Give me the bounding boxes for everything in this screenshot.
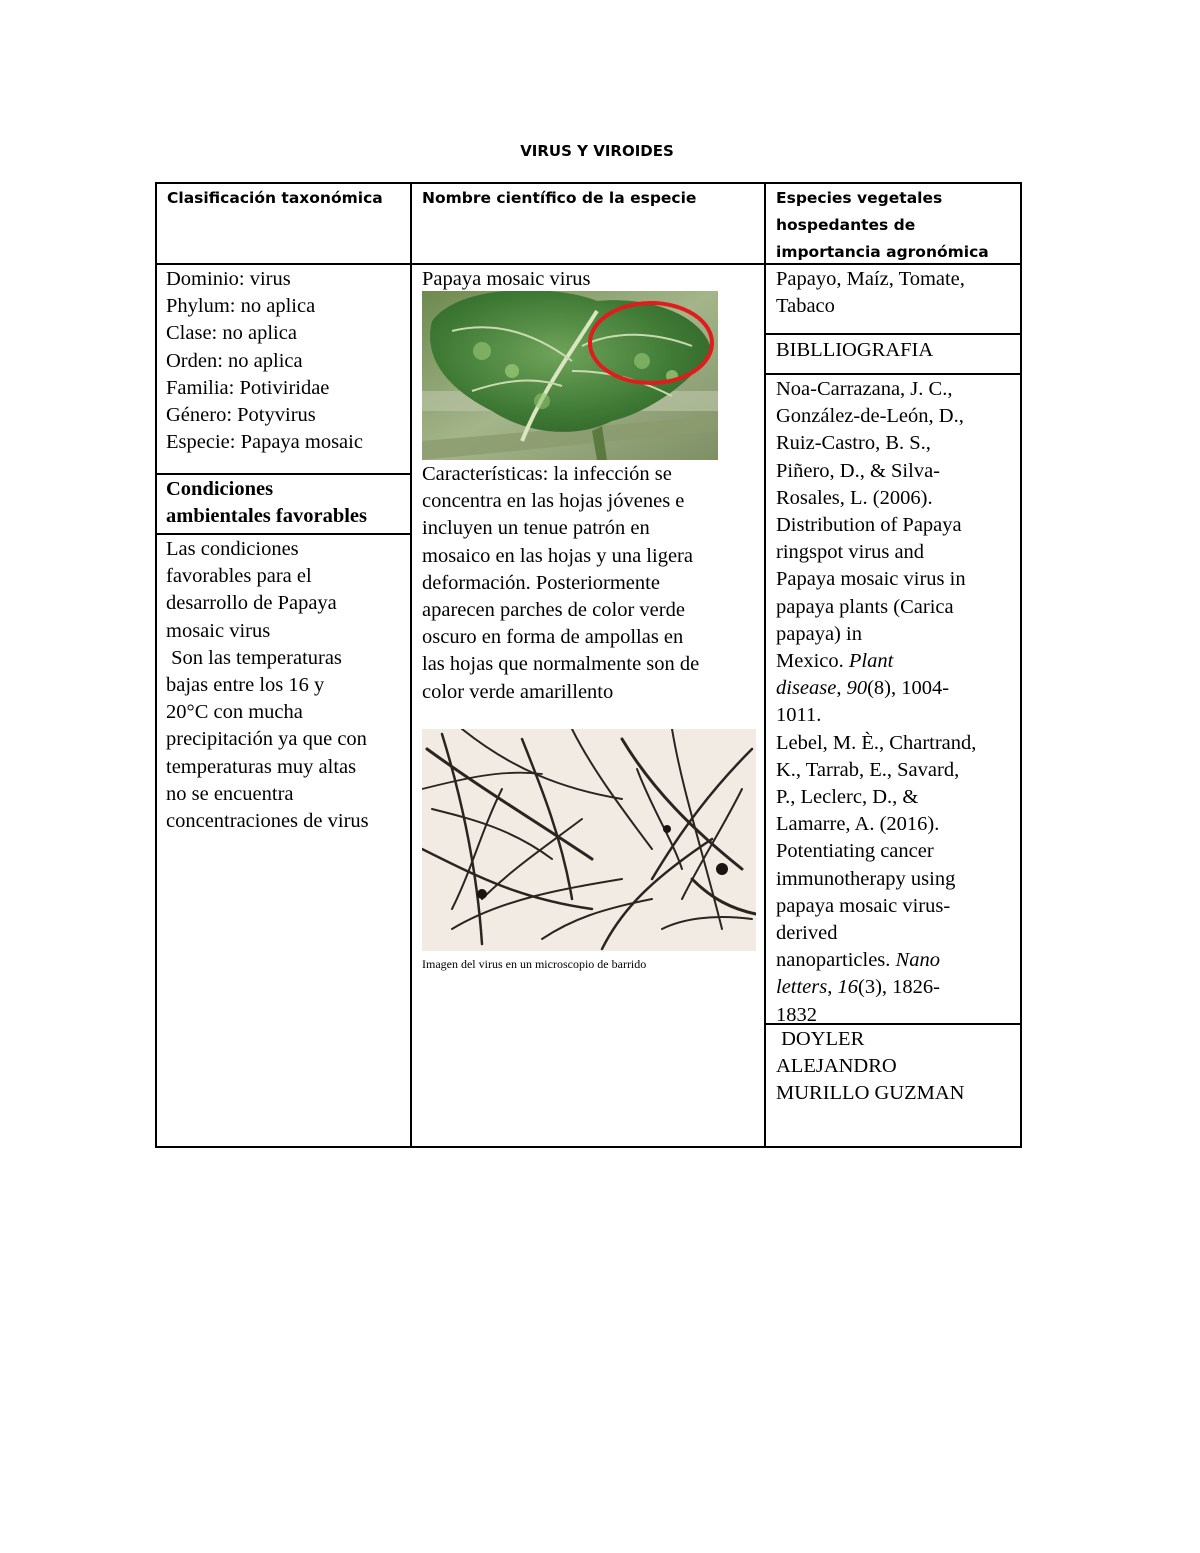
characteristics-line: deformación. Posteriormente bbox=[422, 571, 660, 594]
col3-divider-b bbox=[764, 373, 1022, 375]
bibliography-references bbox=[776, 376, 1016, 1029]
journal-title: Nano bbox=[895, 949, 940, 972]
reference-line: Distribution of Papaya bbox=[776, 514, 962, 537]
taxonomy-item: Familia: Potiviridae bbox=[166, 376, 330, 399]
reference-line: Papaya mosaic virus in bbox=[776, 568, 966, 591]
reference-text: Mexico. bbox=[776, 650, 849, 673]
conditions-line: bajas entre los 16 y bbox=[166, 674, 325, 697]
taxonomy-item: Dominio: virus bbox=[166, 268, 291, 290]
table-border-top bbox=[155, 182, 1022, 184]
author-name bbox=[776, 1026, 1016, 1108]
conditions-line: concentraciones de virus bbox=[166, 810, 369, 833]
table-divider-col1 bbox=[410, 182, 412, 1148]
conditions-line: 20°C con mucha bbox=[166, 701, 303, 724]
author-line: DOYLER bbox=[776, 1028, 865, 1050]
col1-divider-a bbox=[155, 473, 412, 475]
reference-line bbox=[776, 675, 1016, 702]
conditions-line: mosaic virus bbox=[166, 619, 271, 642]
conditions-line: Las condiciones bbox=[166, 538, 299, 560]
journal-title: Plant bbox=[848, 650, 894, 673]
reference-line: González-de-León, D., bbox=[776, 405, 964, 428]
characteristics-line: incluyen un tenue patrón en bbox=[422, 517, 650, 540]
reference-line: derived bbox=[776, 922, 838, 945]
taxonomy-item: Phylum: no aplica bbox=[166, 295, 316, 318]
document-title: VIRUS Y VIROIDES bbox=[520, 142, 674, 160]
taxonomy-item: Especie: Papaya mosaic bbox=[166, 431, 363, 454]
host-species-line: Papayo, Maíz, Tomate, bbox=[776, 268, 965, 290]
reference-text: (3), 1826- bbox=[858, 976, 940, 999]
reference-line: papaya) in bbox=[776, 622, 862, 645]
reference-text: (8), 1004- bbox=[867, 677, 950, 700]
reference-line: ringspot virus and bbox=[776, 541, 925, 564]
reference-text: , bbox=[836, 677, 847, 700]
conditions-line: favorables para el bbox=[166, 565, 312, 588]
journal-volume: 16 bbox=[837, 976, 858, 999]
reference-line: Rosales, L. (2006). bbox=[776, 486, 933, 509]
author-line: ALEJANDRO bbox=[776, 1055, 897, 1078]
reference-line: papaya mosaic virus- bbox=[776, 894, 951, 917]
bibliography-heading bbox=[776, 337, 1016, 364]
reference-line: papaya plants (Carica bbox=[776, 595, 954, 618]
header-host-line: hospedantes de bbox=[776, 216, 916, 234]
conditions-text bbox=[166, 536, 408, 835]
reference-line: P., Leclerc, D., & bbox=[776, 786, 919, 809]
host-species bbox=[776, 266, 1016, 320]
header-host-line: Especies vegetales bbox=[776, 189, 943, 207]
author-line: MURILLO GUZMAN bbox=[776, 1082, 965, 1105]
papaya-leaf-photo bbox=[422, 291, 718, 460]
journal-title: letters bbox=[776, 976, 828, 999]
journal-title: disease bbox=[776, 677, 837, 700]
species-name-text: Papaya mosaic virus bbox=[422, 268, 591, 290]
header-host-species bbox=[776, 185, 1016, 266]
reference-line: K., Tarrab, E., Savard, bbox=[776, 758, 960, 781]
conditions-heading bbox=[166, 476, 408, 530]
header-host-line: importancia agronómica bbox=[776, 243, 989, 261]
table-border-bottom bbox=[155, 1146, 1022, 1148]
table-divider-col2 bbox=[764, 182, 766, 1148]
characteristics-line: concentra en las hojas jóvenes e bbox=[422, 490, 685, 513]
header-scientific-name-text: Nombre científico de la especie bbox=[422, 189, 697, 207]
bibliography-heading-text: BIBLLIOGRAFIA bbox=[776, 339, 934, 361]
species-characteristics bbox=[422, 461, 762, 706]
characteristics-line: oscuro en forma de ampollas en bbox=[422, 626, 684, 649]
conditions-line: no se encuentra bbox=[166, 782, 294, 805]
species-name bbox=[422, 266, 762, 293]
conditions-line: Son las temperaturas bbox=[166, 646, 342, 669]
conditions-line: temperaturas muy altas bbox=[166, 755, 357, 778]
reference-line: Lamarre, A. (2016). bbox=[776, 813, 940, 836]
reference-line bbox=[776, 648, 1016, 675]
reference-line: 1832 bbox=[776, 1003, 817, 1026]
header-taxonomy bbox=[167, 185, 407, 212]
taxonomy-item: Género: Potyvirus bbox=[166, 404, 316, 427]
taxonomy-item: Orden: no aplica bbox=[166, 349, 303, 372]
conditions-line: precipitación ya que con bbox=[166, 728, 367, 751]
table-border-left bbox=[155, 182, 157, 1148]
virus-microscope-image bbox=[422, 729, 756, 951]
col1-divider-b bbox=[155, 533, 412, 535]
reference-line: Noa-Carrazana, J. C., bbox=[776, 378, 953, 400]
characteristics-line: Características: la infección se bbox=[422, 463, 672, 485]
reference-line: Lebel, M. È., Chartrand, bbox=[776, 731, 977, 754]
table-border-right bbox=[1020, 182, 1022, 1148]
reference-line bbox=[776, 947, 1016, 974]
reference-line: Ruiz-Castro, B. S., bbox=[776, 432, 931, 455]
characteristics-line: aparecen parches de color verde bbox=[422, 599, 685, 622]
characteristics-line: mosaico en las hojas y una ligera bbox=[422, 544, 693, 567]
reference-line: Potentiating cancer bbox=[776, 840, 934, 863]
col3-divider-a bbox=[764, 333, 1022, 335]
taxonomy-item: Clase: no aplica bbox=[166, 322, 297, 345]
conditions-heading-line: ambientales favorables bbox=[166, 505, 367, 527]
conditions-line: desarrollo de Papaya bbox=[166, 592, 337, 615]
reference-text: nanoparticles. bbox=[776, 949, 896, 972]
taxonomy-list bbox=[166, 266, 408, 456]
characteristics-line: color verde amarillento bbox=[422, 680, 614, 703]
reference-line: immunotherapy using bbox=[776, 867, 956, 890]
header-taxonomy-text: Clasificación taxonómica bbox=[167, 189, 383, 207]
reference-line: 1011. bbox=[776, 704, 822, 727]
reference-text: , bbox=[827, 976, 838, 999]
reference-line: Piñero, D., & Silva- bbox=[776, 459, 940, 482]
microscope-caption: Imagen del virus en un microscopio de barrido bbox=[422, 957, 647, 971]
host-species-line: Tabaco bbox=[776, 295, 835, 318]
characteristics-line: las hojas que normalmente son de bbox=[422, 653, 700, 676]
reference-line bbox=[776, 974, 1016, 1001]
journal-volume: 90 bbox=[846, 677, 868, 700]
conditions-heading-line: Condiciones bbox=[166, 478, 274, 500]
header-scientific-name bbox=[422, 185, 762, 212]
